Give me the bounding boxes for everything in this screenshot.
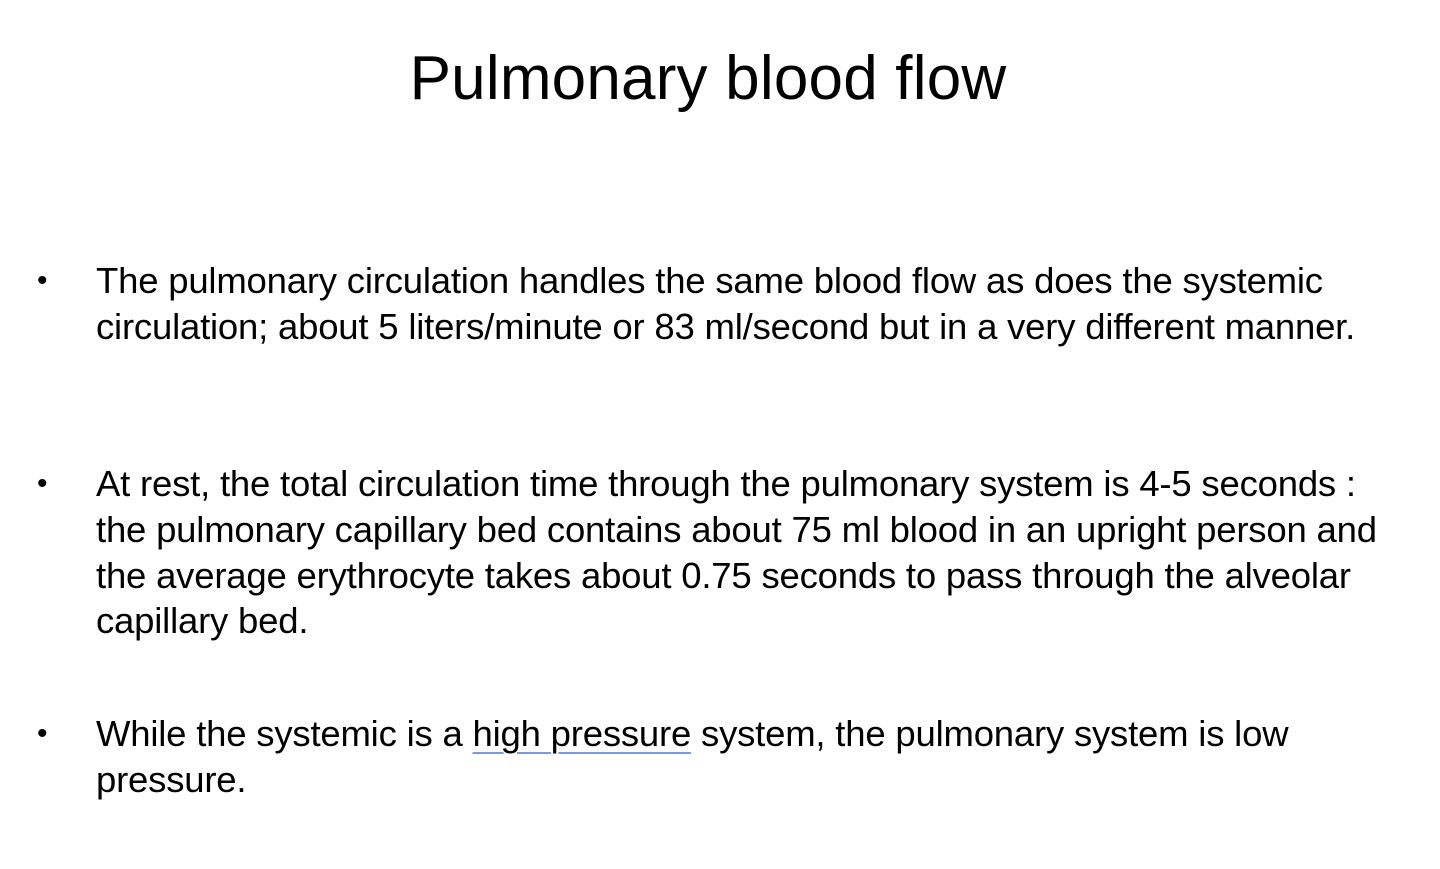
slide-title: Pulmonary blood flow — [409, 44, 1007, 113]
bullet-text — [96, 711, 1386, 803]
bullet-dot-icon: • — [37, 717, 48, 750]
bullet-dot-icon: • — [37, 264, 48, 297]
bullet-text-after: system, the pulmonary system is low pressure. — [96, 713, 1289, 800]
spellcheck-underlined-phrase[interactable]: high pressure — [472, 713, 692, 754]
bullet-text: The pulmonary circulation handles the same blood flow as does the systemic circulation; about 5 liters/minute or 83 ml/second but in a very different manner. — [96, 260, 1356, 347]
bullet-dot-icon: • — [37, 467, 48, 500]
bullet-text: At rest, the total circulation time through the pulmonary system is 4-5 seconds : the pulmonary capillary bed contains about 75 ml blood in an upright person and the average erythrocyte takes about 0.75 seconds to pass through the alveolar capillary bed. — [96, 463, 1377, 642]
bullet-text-before: While the systemic is a — [96, 713, 473, 754]
